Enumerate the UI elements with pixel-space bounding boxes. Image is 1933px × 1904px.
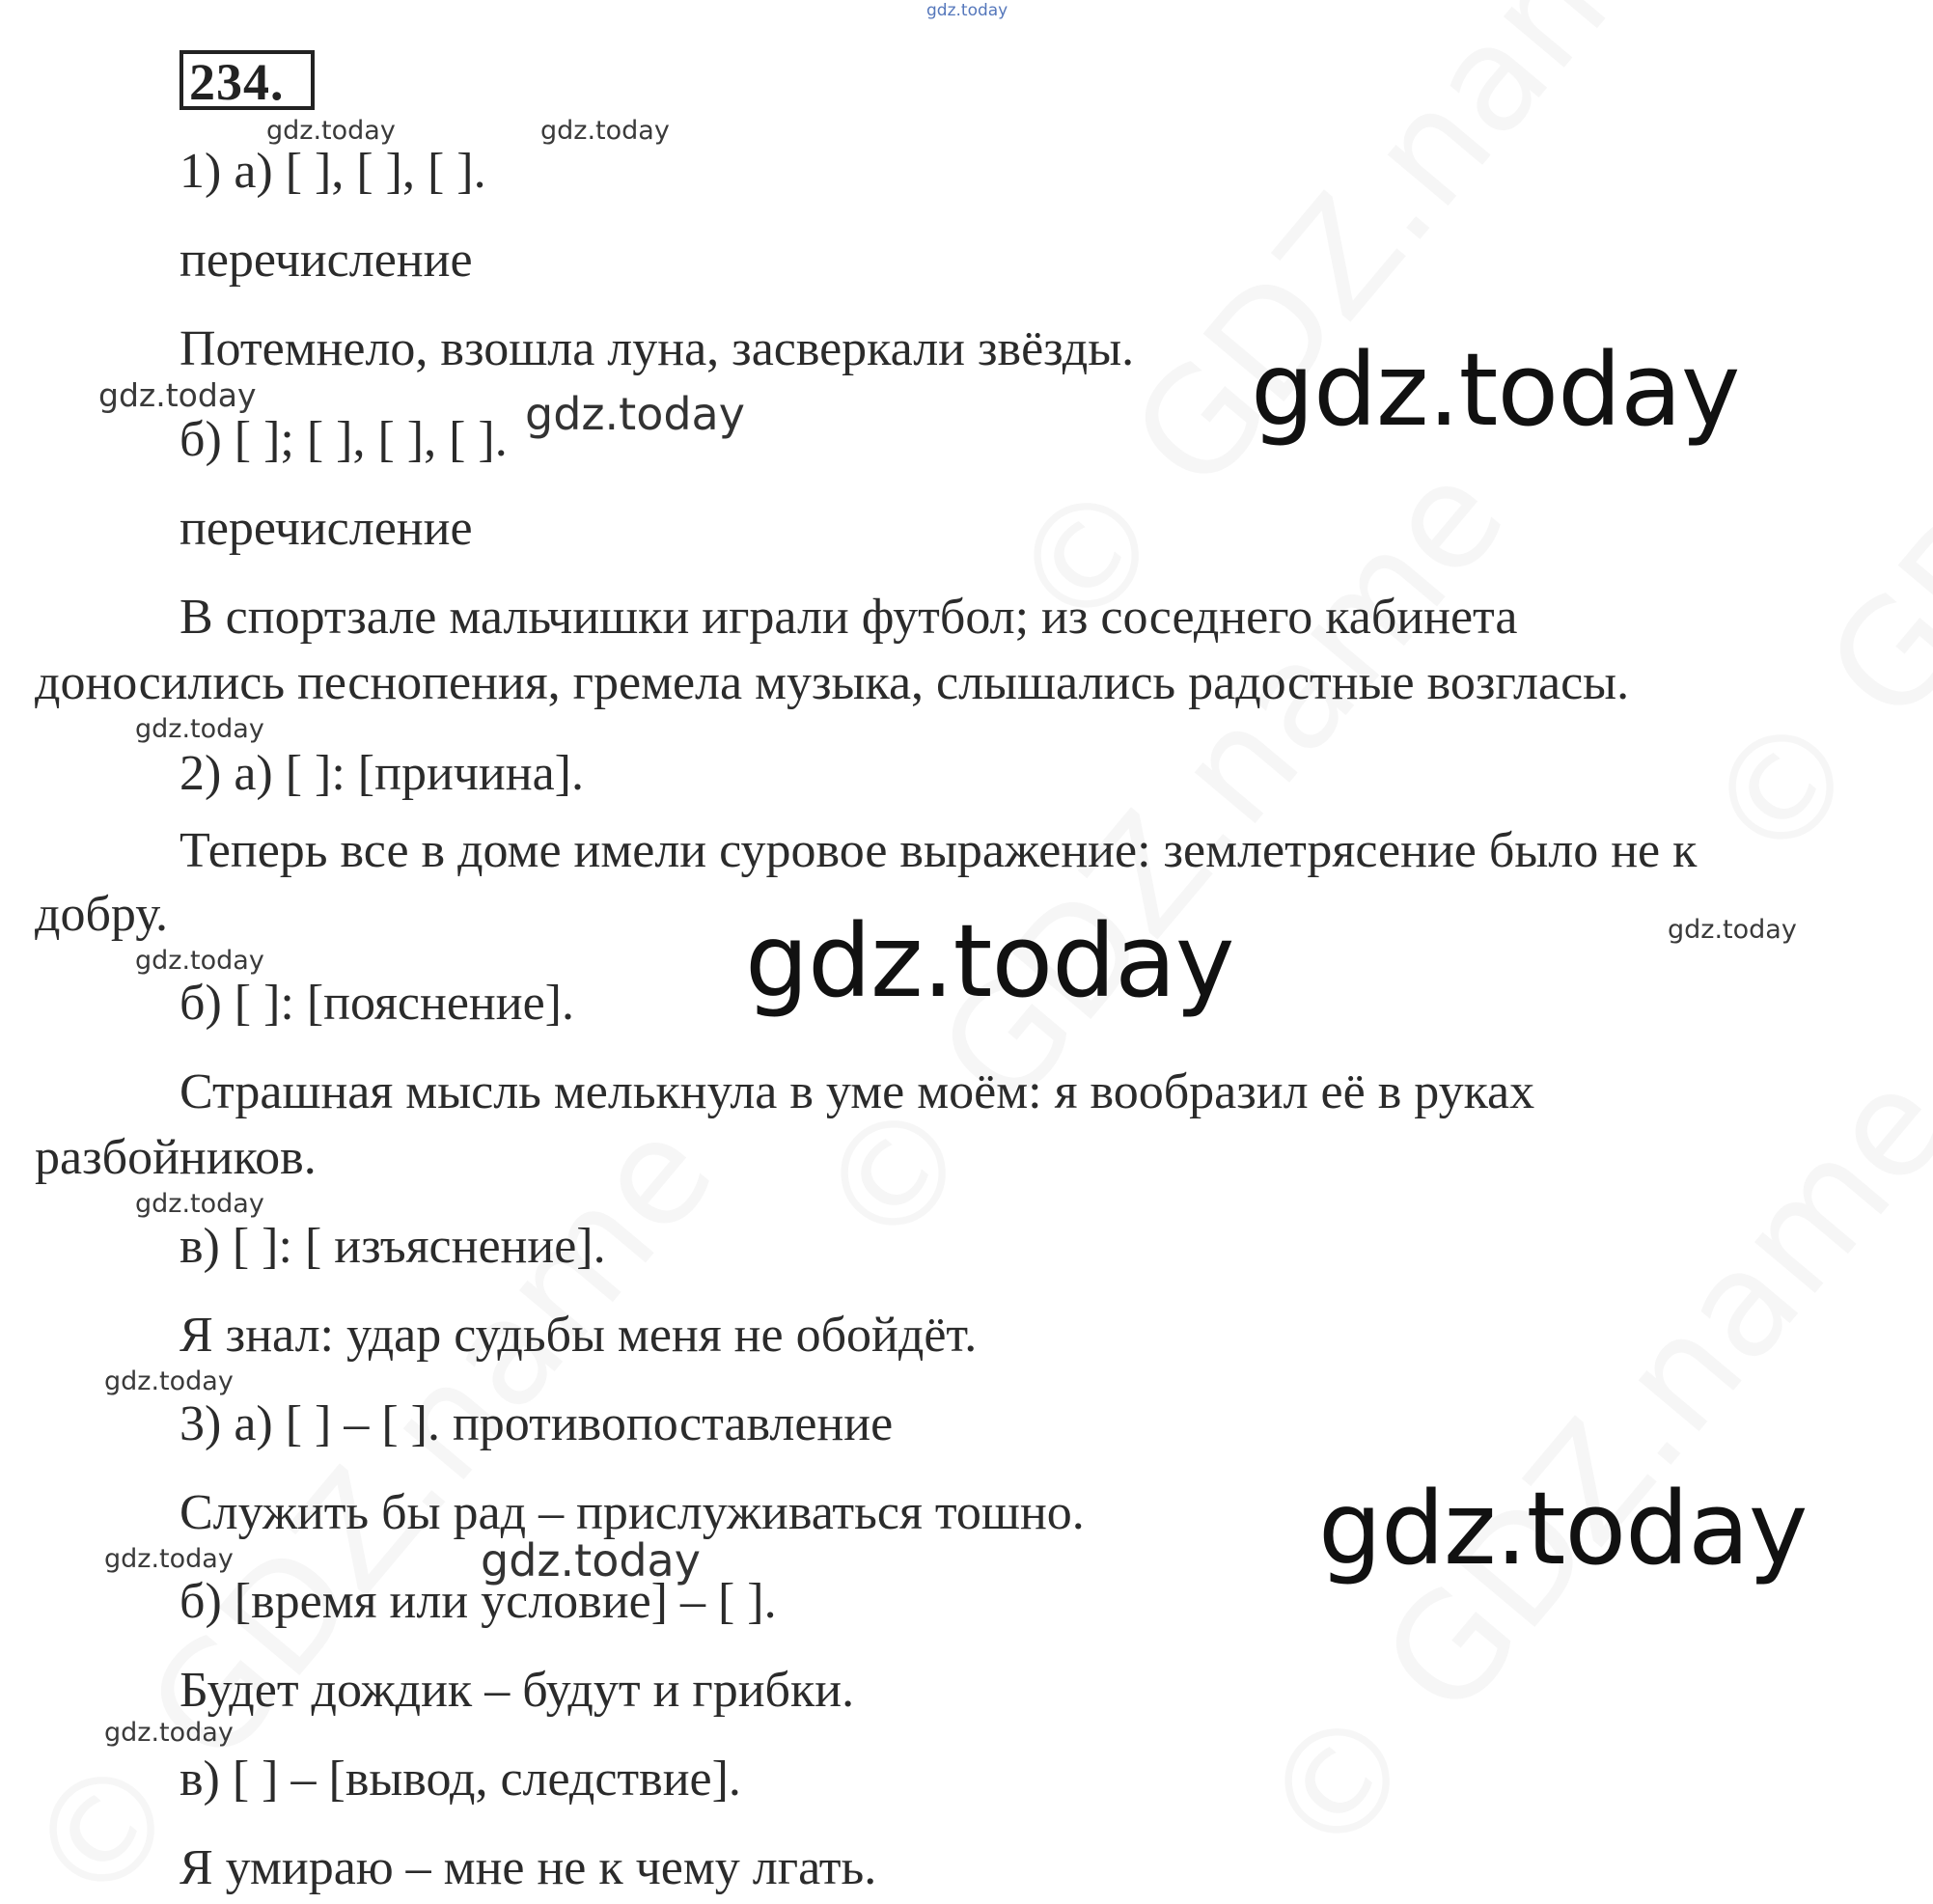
watermark-big: gdz.today (745, 902, 1234, 1020)
watermark-small: gdz.today (540, 116, 670, 146)
example-line: добру. (35, 887, 169, 942)
watermark-small: gdz.today (98, 376, 257, 414)
watermark-big: gdz.today (1318, 1470, 1808, 1587)
watermark-small: gdz.today (135, 714, 264, 744)
example-line: доносились песнопения, гремела музыка, слышались радостные возгласы. (35, 655, 1630, 710)
example-line: Потемнело, взошла луна, засверкали звёзды. (179, 321, 1135, 376)
scheme-line-2a: 2) а) [ ]: [причина]. (179, 746, 584, 801)
watermark-small: gdz.today (1668, 915, 1797, 945)
scheme-line-3b: б) [время или условие] – [ ]. (179, 1574, 777, 1629)
watermark-mid: gdz.today (525, 388, 745, 440)
example-line: Страшная мысль мелькнула в уме моём: я вообразил её в руках (179, 1064, 1535, 1119)
example-line: Служить бы рад – прислуживаться тошно. (179, 1485, 1085, 1540)
watermark-small: gdz.today (104, 1718, 234, 1748)
background-watermark (1682, 55, 1933, 891)
watermark-small: gdz.today (135, 1189, 264, 1219)
scheme-line-2c: в) [ ]: [ изъяснение]. (179, 1219, 606, 1274)
watermark-big: gdz.today (1251, 331, 1740, 449)
note-line: перечисление (179, 501, 473, 556)
example-line: Будет дождик – будут и грибки. (179, 1663, 855, 1718)
watermark-small: gdz.today (135, 946, 264, 976)
scheme-line-1a: 1) а) [ ], [ ], [ ]. (179, 144, 486, 199)
example-line: Я умираю – мне не к чему лгать. (179, 1840, 877, 1895)
example-line: разбойников. (35, 1130, 317, 1185)
example-line: Я знал: удар судьбы меня не обойдёт. (179, 1308, 978, 1363)
scheme-line-1b: б) [ ]; [ ], [ ], [ ]. (179, 412, 508, 467)
scheme-line-3c: в) [ ] – [вывод, следствие]. (179, 1752, 741, 1807)
watermark-top: gdz.today (926, 1, 1008, 20)
watermark-mid: gdz.today (481, 1534, 701, 1587)
note-line: перечисление (179, 233, 473, 288)
task-number: 234. (189, 53, 285, 111)
watermark-small: gdz.today (104, 1366, 234, 1396)
watermark-small: gdz.today (104, 1544, 234, 1574)
watermark-small: gdz.today (266, 116, 396, 146)
background-watermark (1238, 1049, 1933, 1885)
example-line: Теперь все в доме имели суровое выражение: землетрясение было не к (179, 823, 1698, 878)
scheme-line-2b: б) [ ]: [пояснение]. (179, 976, 574, 1031)
example-line: В спортзале мальчишки играли футбол; из соседнего кабинета (179, 590, 1518, 645)
scheme-line-3a: 3) а) [ ] – [ ]. противопоставление (179, 1396, 894, 1451)
